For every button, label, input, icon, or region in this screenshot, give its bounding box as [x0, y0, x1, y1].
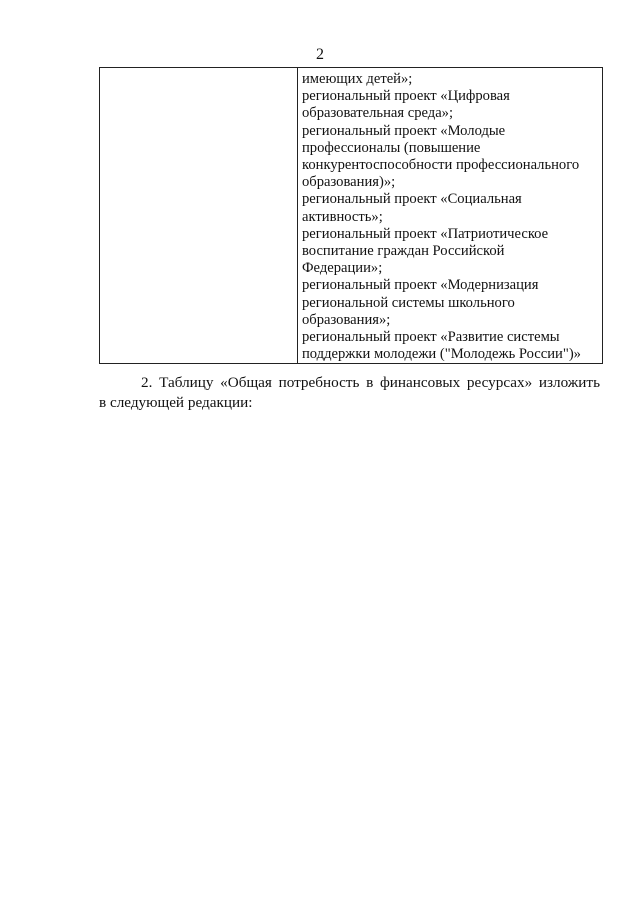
list-item: образования)»; [302, 174, 396, 191]
list-item: активность»; [302, 208, 383, 225]
list-item: региональный проект «Патриотическое [302, 225, 549, 242]
list-item: региональный проект «Модернизация [302, 277, 539, 294]
list-item: Федерации»; [302, 260, 383, 277]
list-item: региональный проект «Социальная [302, 191, 522, 208]
list-item: региональный проект «Цифровая [302, 88, 510, 105]
table-row [100, 68, 603, 364]
list-item: региональный проект «Молодые [302, 122, 506, 139]
list-item: региональный проект «Развитие системы [302, 329, 560, 346]
list-item: профессионалы (повышение [302, 139, 481, 156]
list-item: конкурентоспособности профессионального [302, 157, 580, 174]
amendment-paragraph [99, 373, 600, 413]
table-cell-left [100, 68, 298, 364]
paragraph-line: в следующей редакции: [99, 394, 253, 411]
list-item: образования»; [302, 311, 391, 328]
paragraph-line: 2. Таблицу «Общая потребность в финансовых ресурсах» изложить [141, 374, 600, 391]
list-item: региональной системы школьного [302, 294, 515, 311]
list-item: образовательная среда»; [302, 105, 454, 122]
table-cell-right [298, 68, 603, 364]
list-item: поддержки молодежи ("Молодежь России")» [302, 346, 581, 363]
regional-projects-list [298, 68, 602, 363]
list-item: имеющих детей»; [302, 71, 413, 87]
list-item: воспитание граждан Российской [302, 243, 505, 260]
program-table [99, 67, 603, 364]
page-number: 2 [316, 46, 324, 63]
